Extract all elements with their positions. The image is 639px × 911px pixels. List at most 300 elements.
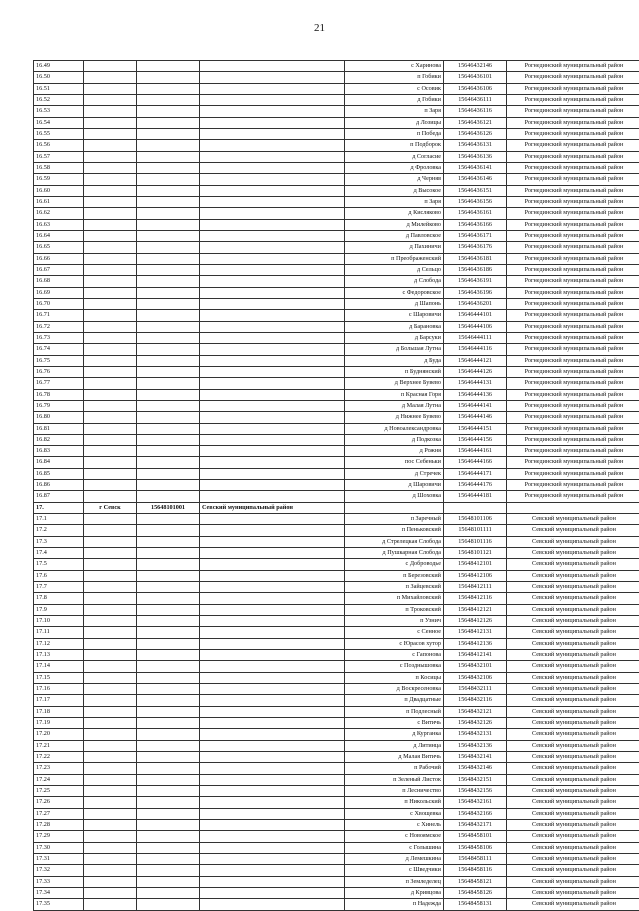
row-number-cell: 16.79	[34, 400, 84, 411]
municipality-name-cell	[200, 446, 345, 457]
district-cell: Севский муниципальный район	[507, 604, 639, 615]
admin-code-cell	[137, 797, 200, 808]
table-row	[34, 604, 639, 615]
table-row	[34, 729, 639, 740]
oktmo-code-cell: 15648458106	[444, 842, 507, 853]
oktmo-code-cell: 15646436181	[444, 253, 507, 264]
district-cell: Севский муниципальный район	[507, 831, 639, 842]
district-cell: Рогнединский муниципальный район	[507, 423, 639, 434]
table-row	[34, 106, 639, 117]
admin-code-cell	[137, 842, 200, 853]
table-row	[34, 468, 639, 479]
oktmo-code-cell: 15648412136	[444, 638, 507, 649]
district-cell: Севский муниципальный район	[507, 808, 639, 819]
table-row	[34, 389, 639, 400]
oktmo-code-cell: 15646436196	[444, 287, 507, 298]
table-row	[34, 899, 639, 910]
table-row	[34, 298, 639, 309]
municipality-name-cell	[200, 412, 345, 423]
district-cell: Севский муниципальный район	[507, 661, 639, 672]
table-row	[34, 763, 639, 774]
settlement-cell: д Барановка	[345, 321, 444, 332]
admin-code-cell	[137, 106, 200, 117]
settlement-cell: с Витичь	[345, 718, 444, 729]
admin-code-cell	[137, 389, 200, 400]
admin-center-cell	[84, 876, 137, 887]
admin-center-cell	[84, 729, 137, 740]
admin-code-cell	[137, 752, 200, 763]
municipality-name-cell	[200, 525, 345, 536]
municipality-name-cell	[200, 389, 345, 400]
district-cell: Севский муниципальный район	[507, 899, 639, 910]
municipality-name-cell	[200, 332, 345, 343]
admin-code-cell	[137, 729, 200, 740]
admin-center-cell	[84, 389, 137, 400]
district-cell: Рогнединский муниципальный район	[507, 253, 639, 264]
admin-center-cell	[84, 366, 137, 377]
admin-code-cell: 15648101001	[137, 502, 200, 513]
admin-code-cell	[137, 627, 200, 638]
admin-code-cell	[137, 174, 200, 185]
oktmo-code-cell: 15646444171	[444, 468, 507, 479]
row-number-cell: 17.25	[34, 786, 84, 797]
oktmo-code-cell: 15646444116	[444, 344, 507, 355]
admin-center-cell	[84, 196, 137, 207]
oktmo-code-cell: 15646436106	[444, 83, 507, 94]
oktmo-code-cell: 15648432106	[444, 672, 507, 683]
row-number-cell: 16.62	[34, 208, 84, 219]
oktmo-code-cell: 15648432136	[444, 740, 507, 751]
district-cell: Рогнединский муниципальный район	[507, 276, 639, 287]
row-number-cell: 16.52	[34, 94, 84, 105]
table-row	[34, 355, 639, 366]
admin-center-cell	[84, 457, 137, 468]
row-number-cell: 16.85	[34, 468, 84, 479]
table-row	[34, 480, 639, 491]
settlement-cell: с Гапонова	[345, 650, 444, 661]
settlement-cell: п Заря	[345, 106, 444, 117]
oktmo-code-cell: 15646444101	[444, 310, 507, 321]
municipality-name-cell	[200, 61, 345, 72]
oktmo-code-cell: 15646444176	[444, 480, 507, 491]
settlement-cell: п Подлесный	[345, 706, 444, 717]
municipality-name-cell	[200, 638, 345, 649]
oktmo-code-cell: 15646444151	[444, 423, 507, 434]
row-number-cell: 17.26	[34, 797, 84, 808]
district-cell: Рогнединский муниципальный район	[507, 298, 639, 309]
admin-center-cell	[84, 400, 137, 411]
row-number-cell: 17.29	[34, 831, 84, 842]
admin-center-cell	[84, 117, 137, 128]
admin-center-cell	[84, 808, 137, 819]
admin-code-cell	[137, 434, 200, 445]
row-number-cell: 17.3	[34, 536, 84, 547]
table-row	[34, 514, 639, 525]
municipality-name-cell	[200, 174, 345, 185]
oktmo-code-cell: 15646444131	[444, 378, 507, 389]
oktmo-code-cell: 15646436101	[444, 72, 507, 83]
district-cell: Рогнединский муниципальный район	[507, 389, 639, 400]
admin-code-cell	[137, 446, 200, 457]
table-row	[34, 491, 639, 502]
admin-center-cell	[84, 264, 137, 275]
district-cell: Севский муниципальный район	[507, 865, 639, 876]
table-row	[34, 117, 639, 128]
settlement-cell: д Лозицы	[345, 117, 444, 128]
row-number-cell: 17.12	[34, 638, 84, 649]
district-cell: Рогнединский муниципальный район	[507, 366, 639, 377]
table-row	[34, 446, 639, 457]
table-row	[34, 332, 639, 343]
municipality-name-cell	[200, 740, 345, 751]
municipality-name-cell	[200, 559, 345, 570]
oktmo-code-cell: 15648432161	[444, 797, 507, 808]
admin-center-cell	[84, 94, 137, 105]
district-cell: Рогнединский муниципальный район	[507, 412, 639, 423]
district-cell: Севский муниципальный район	[507, 887, 639, 898]
admin-center-cell	[84, 695, 137, 706]
row-number-cell: 16.74	[34, 344, 84, 355]
settlement-cell: п Никольский	[345, 797, 444, 808]
oktmo-code-cell: 15648412141	[444, 650, 507, 661]
municipality-name-cell	[200, 831, 345, 842]
table-row	[34, 819, 639, 830]
municipality-name-cell	[200, 548, 345, 559]
settlement-cell: пос Себеньки	[345, 457, 444, 468]
municipality-name-cell	[200, 208, 345, 219]
oktmo-code-cell: 15646444161	[444, 446, 507, 457]
municipality-name-cell	[200, 128, 345, 139]
settlement-cell: п Косицы	[345, 672, 444, 683]
table-row	[34, 344, 639, 355]
table-row	[34, 253, 639, 264]
row-number-cell: 17.30	[34, 842, 84, 853]
table-row	[34, 423, 639, 434]
oktmo-code-cell: 15648432126	[444, 718, 507, 729]
district-cell: Севский муниципальный район	[507, 842, 639, 853]
oktmo-code-cell: 15648101111	[444, 525, 507, 536]
settlement-cell: с Шаровичи	[345, 310, 444, 321]
municipality-name-cell	[200, 400, 345, 411]
admin-center-cell: г Севск	[84, 502, 137, 513]
district-cell: Севский муниципальный район	[507, 582, 639, 593]
municipality-name-cell	[200, 876, 345, 887]
settlement-cell: с Доброводье	[345, 559, 444, 570]
settlement-cell: д Черняв	[345, 174, 444, 185]
oktmo-code-cell: 15648432111	[444, 684, 507, 695]
settlement-cell: п Красная Горя	[345, 389, 444, 400]
table-row	[34, 321, 639, 332]
row-number-cell: 16.61	[34, 196, 84, 207]
oktmo-code-cell: 15646436126	[444, 128, 507, 139]
admin-center-cell	[84, 797, 137, 808]
admin-code-cell	[137, 684, 200, 695]
admin-center-cell	[84, 525, 137, 536]
district-cell: Севский муниципальный район	[507, 627, 639, 638]
settlement-cell: д Воскресеновка	[345, 684, 444, 695]
admin-code-cell	[137, 219, 200, 230]
settlement-cell: д Курганка	[345, 729, 444, 740]
settlement-cell: п Михайловский	[345, 593, 444, 604]
row-number-cell: 16.54	[34, 117, 84, 128]
table-row	[34, 672, 639, 683]
oktmo-code-cell: 15648458111	[444, 853, 507, 864]
settlement-cell: п Буднянский	[345, 366, 444, 377]
district-cell: Севский муниципальный район	[507, 706, 639, 717]
district-cell: Рогнединский муниципальный район	[507, 174, 639, 185]
municipality-name-cell	[200, 786, 345, 797]
admin-center-cell	[84, 287, 137, 298]
table-row	[34, 718, 639, 729]
settlement-cell: с Харинова	[345, 61, 444, 72]
district-cell: Рогнединский муниципальный район	[507, 434, 639, 445]
row-number-cell: 17.21	[34, 740, 84, 751]
oktmo-code-cell: 15646444156	[444, 434, 507, 445]
admin-center-cell	[84, 899, 137, 910]
admin-code-cell	[137, 740, 200, 751]
admin-center-cell	[84, 774, 137, 785]
table-row	[34, 219, 639, 230]
admin-center-cell	[84, 140, 137, 151]
table-row	[34, 151, 639, 162]
municipality-name-cell	[200, 480, 345, 491]
table-row	[34, 616, 639, 627]
table-body	[34, 61, 639, 911]
admin-center-cell	[84, 151, 137, 162]
settlement-cell: д Большая Лутна	[345, 344, 444, 355]
table-row	[34, 559, 639, 570]
district-cell: Рогнединский муниципальный район	[507, 457, 639, 468]
municipality-name-cell	[200, 457, 345, 468]
oktmo-code-cell: 15646444181	[444, 491, 507, 502]
row-number-cell: 16.59	[34, 174, 84, 185]
municipality-name-cell	[200, 185, 345, 196]
municipality-name-cell	[200, 752, 345, 763]
admin-center-cell	[84, 310, 137, 321]
row-number-cell: 16.57	[34, 151, 84, 162]
admin-center-cell	[84, 480, 137, 491]
admin-code-cell	[137, 525, 200, 536]
admin-center-cell	[84, 819, 137, 830]
oktmo-code-cell: 15648458101	[444, 831, 507, 842]
row-number-cell: 17.1	[34, 514, 84, 525]
admin-code-cell	[137, 876, 200, 887]
row-number-cell: 16.58	[34, 162, 84, 173]
row-number-cell: 16.70	[34, 298, 84, 309]
admin-center-cell	[84, 672, 137, 683]
admin-center-cell	[84, 514, 137, 525]
district-cell: Севский муниципальный район	[507, 672, 639, 683]
settlement-cell: д Пахиничи	[345, 242, 444, 253]
settlement-cell: д Высокое	[345, 185, 444, 196]
table-row	[34, 230, 639, 241]
row-number-cell: 16.86	[34, 480, 84, 491]
admin-code-cell	[137, 604, 200, 615]
oktmo-code-cell: 15648412111	[444, 582, 507, 593]
settlement-cell: д Шаровичи	[345, 480, 444, 491]
admin-center-cell	[84, 174, 137, 185]
row-number-cell: 16.63	[34, 219, 84, 230]
admin-code-cell	[137, 344, 200, 355]
row-number-cell: 16.73	[34, 332, 84, 343]
oktmo-code-cell: 15646436141	[444, 162, 507, 173]
settlement-cell: с Юрасов хутор	[345, 638, 444, 649]
row-number-cell: 16.84	[34, 457, 84, 468]
admin-center-cell	[84, 718, 137, 729]
table-row	[34, 185, 639, 196]
district-cell: Рогнединский муниципальный район	[507, 378, 639, 389]
admin-code-cell	[137, 706, 200, 717]
row-number-cell: 17.2	[34, 525, 84, 536]
municipality-name-cell	[200, 196, 345, 207]
admin-code-cell	[137, 536, 200, 547]
table-row	[34, 61, 639, 72]
municipality-name-cell	[200, 287, 345, 298]
admin-center-cell	[84, 831, 137, 842]
admin-code-cell	[137, 899, 200, 910]
table-row	[34, 853, 639, 864]
municipality-name-cell	[200, 162, 345, 173]
district-cell: Рогнединский муниципальный район	[507, 310, 639, 321]
row-number-cell: 17.17	[34, 695, 84, 706]
settlement-cell: д Рожня	[345, 446, 444, 457]
settlement-cell: п Березовский	[345, 570, 444, 581]
municipality-name-cell	[200, 468, 345, 479]
admin-center-cell	[84, 650, 137, 661]
admin-code-cell	[137, 423, 200, 434]
table-row	[34, 525, 639, 536]
admin-code-cell	[137, 94, 200, 105]
admin-code-cell	[137, 865, 200, 876]
settlement-cell: д Барсуки	[345, 332, 444, 343]
table-row	[34, 242, 639, 253]
municipality-name-cell	[200, 853, 345, 864]
admin-center-cell	[84, 763, 137, 774]
admin-code-cell	[137, 185, 200, 196]
settlement-cell: д Малая Витичь	[345, 752, 444, 763]
table-row	[34, 310, 639, 321]
admin-code-cell	[137, 321, 200, 332]
oktmo-code-cell: 15646436186	[444, 264, 507, 275]
district-cell: Рогнединский муниципальный район	[507, 162, 639, 173]
admin-code-cell	[137, 400, 200, 411]
admin-center-cell	[84, 842, 137, 853]
row-number-cell: 16.68	[34, 276, 84, 287]
oktmo-code-cell: 15646436131	[444, 140, 507, 151]
district-cell: Севский муниципальный район	[507, 570, 639, 581]
admin-code-cell	[137, 514, 200, 525]
admin-code-cell	[137, 253, 200, 264]
row-number-cell: 17.15	[34, 672, 84, 683]
admin-code-cell	[137, 616, 200, 627]
table-row	[34, 797, 639, 808]
settlement-cell: д Подкозка	[345, 434, 444, 445]
oktmo-code-cell: 15646436171	[444, 230, 507, 241]
municipality-name-cell	[200, 491, 345, 502]
oktmo-code-cell: 15646436146	[444, 174, 507, 185]
settlement-cell: д Гобики	[345, 94, 444, 105]
district-cell: Севский муниципальный район	[507, 786, 639, 797]
municipality-name-cell	[200, 151, 345, 162]
admin-center-cell	[84, 548, 137, 559]
admin-center-cell	[84, 661, 137, 672]
oktmo-code-cell: 15648412131	[444, 627, 507, 638]
settlement-cell: с Осовик	[345, 83, 444, 94]
row-number-cell: 16.72	[34, 321, 84, 332]
oktmo-code-cell: 15648432131	[444, 729, 507, 740]
settlement-cell: д Стрелецкая Слобода	[345, 536, 444, 547]
oktmo-code-cell: 15646444136	[444, 389, 507, 400]
district-cell: Рогнединский муниципальный район	[507, 287, 639, 298]
admin-center-cell	[84, 865, 137, 876]
admin-center-cell	[84, 128, 137, 139]
admin-code-cell	[137, 548, 200, 559]
admin-code-cell	[137, 332, 200, 343]
settlement-cell: п Гобики	[345, 72, 444, 83]
row-number-cell: 17.24	[34, 774, 84, 785]
district-cell: Севский муниципальный район	[507, 729, 639, 740]
oktmo-code-cell: 15646436151	[444, 185, 507, 196]
settlement-cell: д Малая Лутна	[345, 400, 444, 411]
row-number-cell: 16.87	[34, 491, 84, 502]
oktmo-code-cell: 15646436191	[444, 276, 507, 287]
row-number-cell: 17.5	[34, 559, 84, 570]
admin-center-cell	[84, 298, 137, 309]
district-cell: Севский муниципальный район	[507, 740, 639, 751]
settlement-cell: с Позднышовка	[345, 661, 444, 672]
district-cell: Рогнединский муниципальный район	[507, 480, 639, 491]
district-cell	[507, 502, 639, 513]
admin-center-cell	[84, 208, 137, 219]
municipality-name-cell	[200, 887, 345, 898]
row-number-cell: 16.80	[34, 412, 84, 423]
district-cell: Рогнединский муниципальный район	[507, 468, 639, 479]
district-cell: Севский муниципальный район	[507, 853, 639, 864]
oktmo-code-cell: 15646444141	[444, 400, 507, 411]
oktmo-code-cell: 15648412121	[444, 604, 507, 615]
table-row	[34, 162, 639, 173]
row-number-cell: 17.6	[34, 570, 84, 581]
admin-center-cell	[84, 83, 137, 94]
settlement-cell: с Сенное	[345, 627, 444, 638]
row-number-cell: 16.69	[34, 287, 84, 298]
oktmo-code-cell: 15648458121	[444, 876, 507, 887]
municipality-name-cell	[200, 899, 345, 910]
oktmo-code-cell: 15646444166	[444, 457, 507, 468]
oktmo-code-cell: 15648458131	[444, 899, 507, 910]
table-row	[34, 638, 639, 649]
settlement-cell: д Фроловка	[345, 162, 444, 173]
oktmo-code-cell: 15648432116	[444, 695, 507, 706]
oktmo-code-cell: 15646444126	[444, 366, 507, 377]
row-number-cell: 16.49	[34, 61, 84, 72]
municipality-name-cell	[200, 842, 345, 853]
municipality-name-cell	[200, 604, 345, 615]
table-row	[34, 287, 639, 298]
oktmo-code-cell: 15648432166	[444, 808, 507, 819]
municipality-name-cell	[200, 616, 345, 627]
settlement-cell: с Федоровское	[345, 287, 444, 298]
admin-center-cell	[84, 887, 137, 898]
municipality-name-cell	[200, 661, 345, 672]
district-cell: Севский муниципальный район	[507, 718, 639, 729]
settlement-cell: д Согласие	[345, 151, 444, 162]
admin-center-cell	[84, 570, 137, 581]
district-cell: Севский муниципальный район	[507, 819, 639, 830]
municipality-name-cell	[200, 83, 345, 94]
row-number-cell: 17.35	[34, 899, 84, 910]
table-row	[34, 752, 639, 763]
